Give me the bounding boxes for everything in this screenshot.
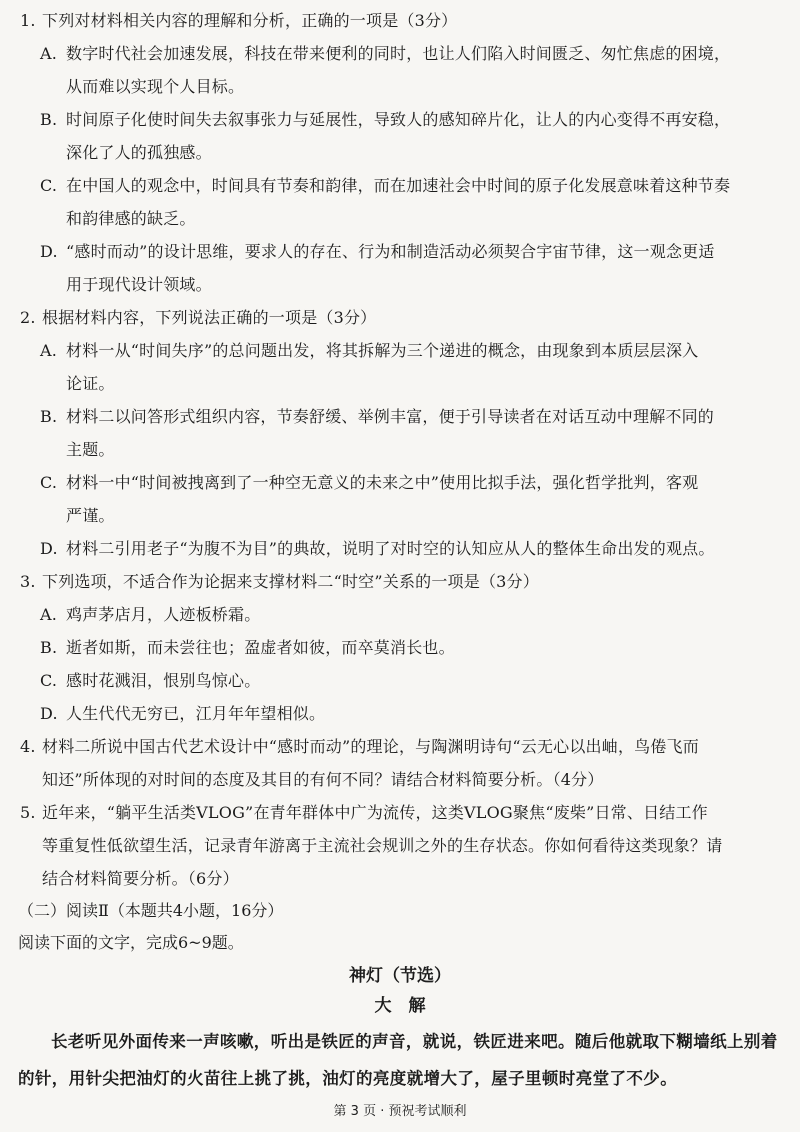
option-letter: A. xyxy=(40,341,58,360)
question-text: 下列对材料相关内容的理解和分析，正确的一项是（3分） xyxy=(42,11,458,30)
question-number: 2. xyxy=(20,308,36,327)
section-heading: （二）阅读Ⅱ（本题共4小题，16分） xyxy=(18,901,284,920)
option-text-cont: 和韵律感的缺乏。 xyxy=(66,209,196,228)
question-3-option-b xyxy=(40,631,785,664)
question-2-option-b xyxy=(40,400,785,466)
story-author: 大 解 xyxy=(374,996,426,1016)
option-text-cont: 严谨。 xyxy=(66,506,115,525)
question-text: 材料二所说中国古代艺术设计中“感时而动”的理论，与陶渊明诗句“云无心以出岫，鸟倦飞而 xyxy=(42,737,699,756)
question-3-stem xyxy=(20,565,790,598)
option-text-cont: 主题。 xyxy=(66,440,115,459)
option-letter: D. xyxy=(40,242,58,261)
option-letter: B. xyxy=(40,638,58,657)
question-2-option-d xyxy=(40,532,785,565)
option-text-cont: 用于现代设计领域。 xyxy=(66,275,212,294)
option-text: 材料二以问答形式组织内容，节奏舒缓、举例丰富，便于引导读者在对话互动中理解不同的 xyxy=(66,407,715,426)
option-text: 人生代代无穷已，江月年年望相似。 xyxy=(66,704,326,723)
question-4 xyxy=(20,730,790,796)
option-letter: C. xyxy=(40,473,58,492)
question-number: 1. xyxy=(20,11,36,30)
option-text-cont: 从而难以实现个人目标。 xyxy=(66,77,245,96)
question-number: 5. xyxy=(20,803,36,822)
option-letter: B. xyxy=(40,110,58,129)
question-text: 根据材料内容，下列说法正确的一项是（3分） xyxy=(42,308,377,327)
option-letter: A. xyxy=(40,44,58,63)
option-text: “感时而动”的设计思维，要求人的存在、行为和制造活动必须契合宇宙节律，这一观念更适 xyxy=(66,242,715,261)
section-instruction: 阅读下面的文字，完成6~9题。 xyxy=(18,933,244,952)
option-letter: C. xyxy=(40,176,58,195)
option-text: 时间原子化使时间失去叙事张力与延展性，导致人的感知碎片化，让人的内心变得不再安稳， xyxy=(66,110,731,129)
question-1-option-b xyxy=(40,103,785,169)
question-1-option-d xyxy=(40,235,785,301)
question-2-option-a xyxy=(40,334,785,400)
question-1-option-c xyxy=(40,169,785,235)
option-text-cont: 论证。 xyxy=(66,374,115,393)
option-text: 逝者如斯，而未尝往也；盈虚者如彼，而卒莫消长也。 xyxy=(66,638,455,657)
question-text-cont: 等重复性低欲望生活，记录青年游离于主流社会规训之外的生存状态。你如何看待这类现象？请 xyxy=(42,836,723,855)
option-letter: A. xyxy=(40,605,58,624)
question-number: 3. xyxy=(20,572,36,591)
story-paragraph: 长老听见外面传来一声咳嗽，听出是铁匠的声音，就说，铁匠进来吧。随后他就取下糊墙纸上别着的针，用针尖把油灯的火苗往上挑了挑，油灯的亮度就增大了，屋子里顿时亮堂了不少。 xyxy=(18,1032,778,1088)
option-text: 鸡声茅店月，人迹板桥霜。 xyxy=(66,605,261,624)
question-1-option-a xyxy=(40,37,785,103)
story-title: 神灯（节选） xyxy=(349,966,451,986)
page-footer: 第 3 页 · 预祝考试顺利 xyxy=(333,1104,467,1119)
question-1-stem xyxy=(20,4,790,37)
option-letter: D. xyxy=(40,539,58,558)
question-3-option-d xyxy=(40,697,785,730)
question-3-option-c xyxy=(40,664,785,697)
question-number: 4. xyxy=(20,737,36,756)
question-2-option-c xyxy=(40,466,785,532)
question-text-cont: 知还”所体现的对时间的态度及其目的有何不同？请结合材料简要分析。（4分） xyxy=(42,770,604,789)
option-letter: C. xyxy=(40,671,58,690)
option-text: 在中国人的观念中，时间具有节奏和韵律，而在加速社会中时间的原子化发展意味着这种节奏 xyxy=(66,176,731,195)
question-text: 下列选项，不适合作为论据来支撑材料二“时空”关系的一项是（3分） xyxy=(42,572,539,591)
option-text: 数字时代社会加速发展，科技在带来便利的同时，也让人们陷入时间匮乏、匆忙焦虑的困境， xyxy=(66,44,731,63)
question-5 xyxy=(20,796,790,895)
option-letter: B. xyxy=(40,407,58,426)
question-text-cont: 结合材料简要分析。（6分） xyxy=(42,869,239,888)
option-text-cont: 深化了人的孤独感。 xyxy=(66,143,212,162)
option-text: 感时花溅泪，恨别鸟惊心。 xyxy=(66,671,261,690)
question-3-option-a xyxy=(40,598,785,631)
option-text: 材料二引用老子“为腹不为目”的典故，说明了对时空的认知应从人的整体生命出发的观点。 xyxy=(66,539,715,558)
question-text: 近年来，“躺平生活类VLOG”在青年群体中广为流传，这类VLOG聚焦“废柴”日常、日结工作 xyxy=(42,803,708,822)
option-letter: D. xyxy=(40,704,58,723)
question-2-stem xyxy=(20,301,790,334)
option-text: 材料一从“时间失序”的总问题出发，将其拆解为三个递进的概念，由现象到本质层层深入 xyxy=(66,341,699,360)
option-text: 材料一中“时间被拽离到了一种空无意义的未来之中”使用比拟手法，强化哲学批判，客观 xyxy=(66,473,699,492)
